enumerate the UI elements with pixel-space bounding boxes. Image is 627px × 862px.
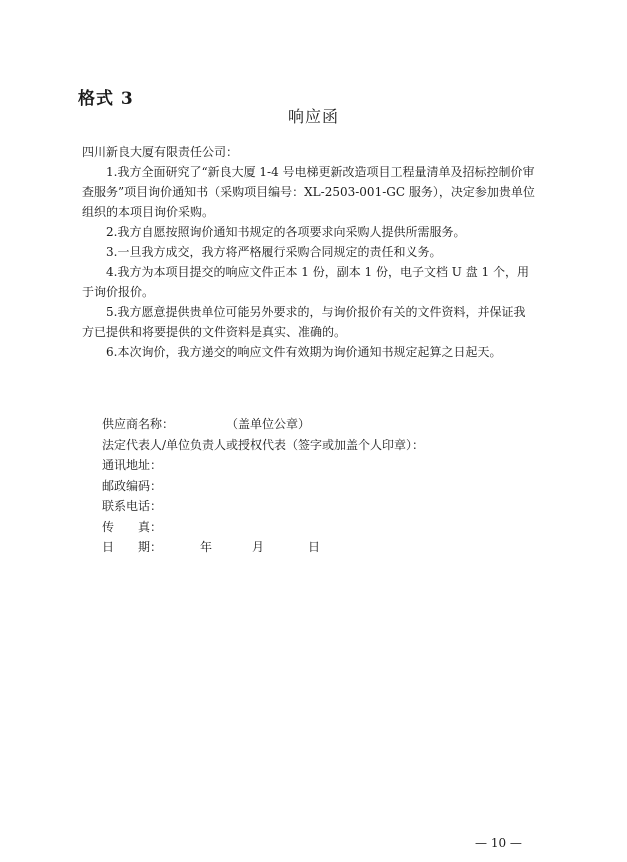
date-month: 月	[252, 540, 265, 554]
paragraph-6: 6.本次询价，我方递交的响应文件有效期为询价通知书规定起算之日起天。	[106, 345, 502, 359]
paragraph-1: 1.我方全面研究了“新良大厦 1-4 号电梯更新改造项目工程量清单及招标控制价审查服务”项目询价通知书（采购项目编号：XL-2503-001-GC 服务），决定参加贵单位组织的本项目询价采购。	[82, 165, 535, 219]
phone-row	[102, 496, 424, 517]
date-row	[102, 537, 424, 558]
format-label: 格式 3	[78, 89, 134, 109]
letter-body	[82, 142, 537, 362]
phone-label: 联系电话：	[102, 499, 163, 513]
representative-label: 法定代表人/单位负责人或授权代表（签字或加盖个人印章）：	[102, 437, 425, 452]
signature-block	[102, 414, 424, 558]
document-title: 响应函	[287, 107, 339, 126]
addressee: 四川新良大厦有限责任公司：	[82, 145, 239, 159]
supplier-seal-note: （盖单位公章）	[226, 417, 311, 431]
address-row	[102, 455, 424, 476]
paragraph-5: 5.我方愿意提供贵单位可能另外要求的，与询价报价有关的文件资料，并保证我方已提供和将要提供的文件资料是真实、准确的。	[82, 305, 526, 339]
representative-row	[102, 435, 424, 456]
paragraph-2: 2.我方自愿按照询价通知书规定的各项要求向采购人提供所需服务。	[106, 225, 466, 239]
page-number: — 10 —	[475, 836, 522, 850]
address-label: 通讯地址：	[102, 458, 163, 472]
date-year: 年	[200, 540, 213, 554]
postcode-label: 邮政编码：	[102, 478, 163, 493]
fax-label: 传 真：	[102, 519, 163, 534]
supplier-row	[102, 414, 424, 435]
postcode-row	[102, 476, 424, 497]
paragraph-4: 4.我方为本项目提交的响应文件正本 1 份，副本 1 份，电子文档 U 盘 1 个，用于询价报价。	[82, 265, 529, 299]
date-label: 日 期：	[102, 540, 163, 554]
paragraph-3: 3.一旦我方成交，我方将严格履行采购合同规定的责任和义务。	[106, 245, 442, 259]
date-day: 日	[308, 540, 321, 554]
fax-row	[102, 517, 424, 538]
supplier-label: 供应商名称：	[102, 417, 175, 431]
